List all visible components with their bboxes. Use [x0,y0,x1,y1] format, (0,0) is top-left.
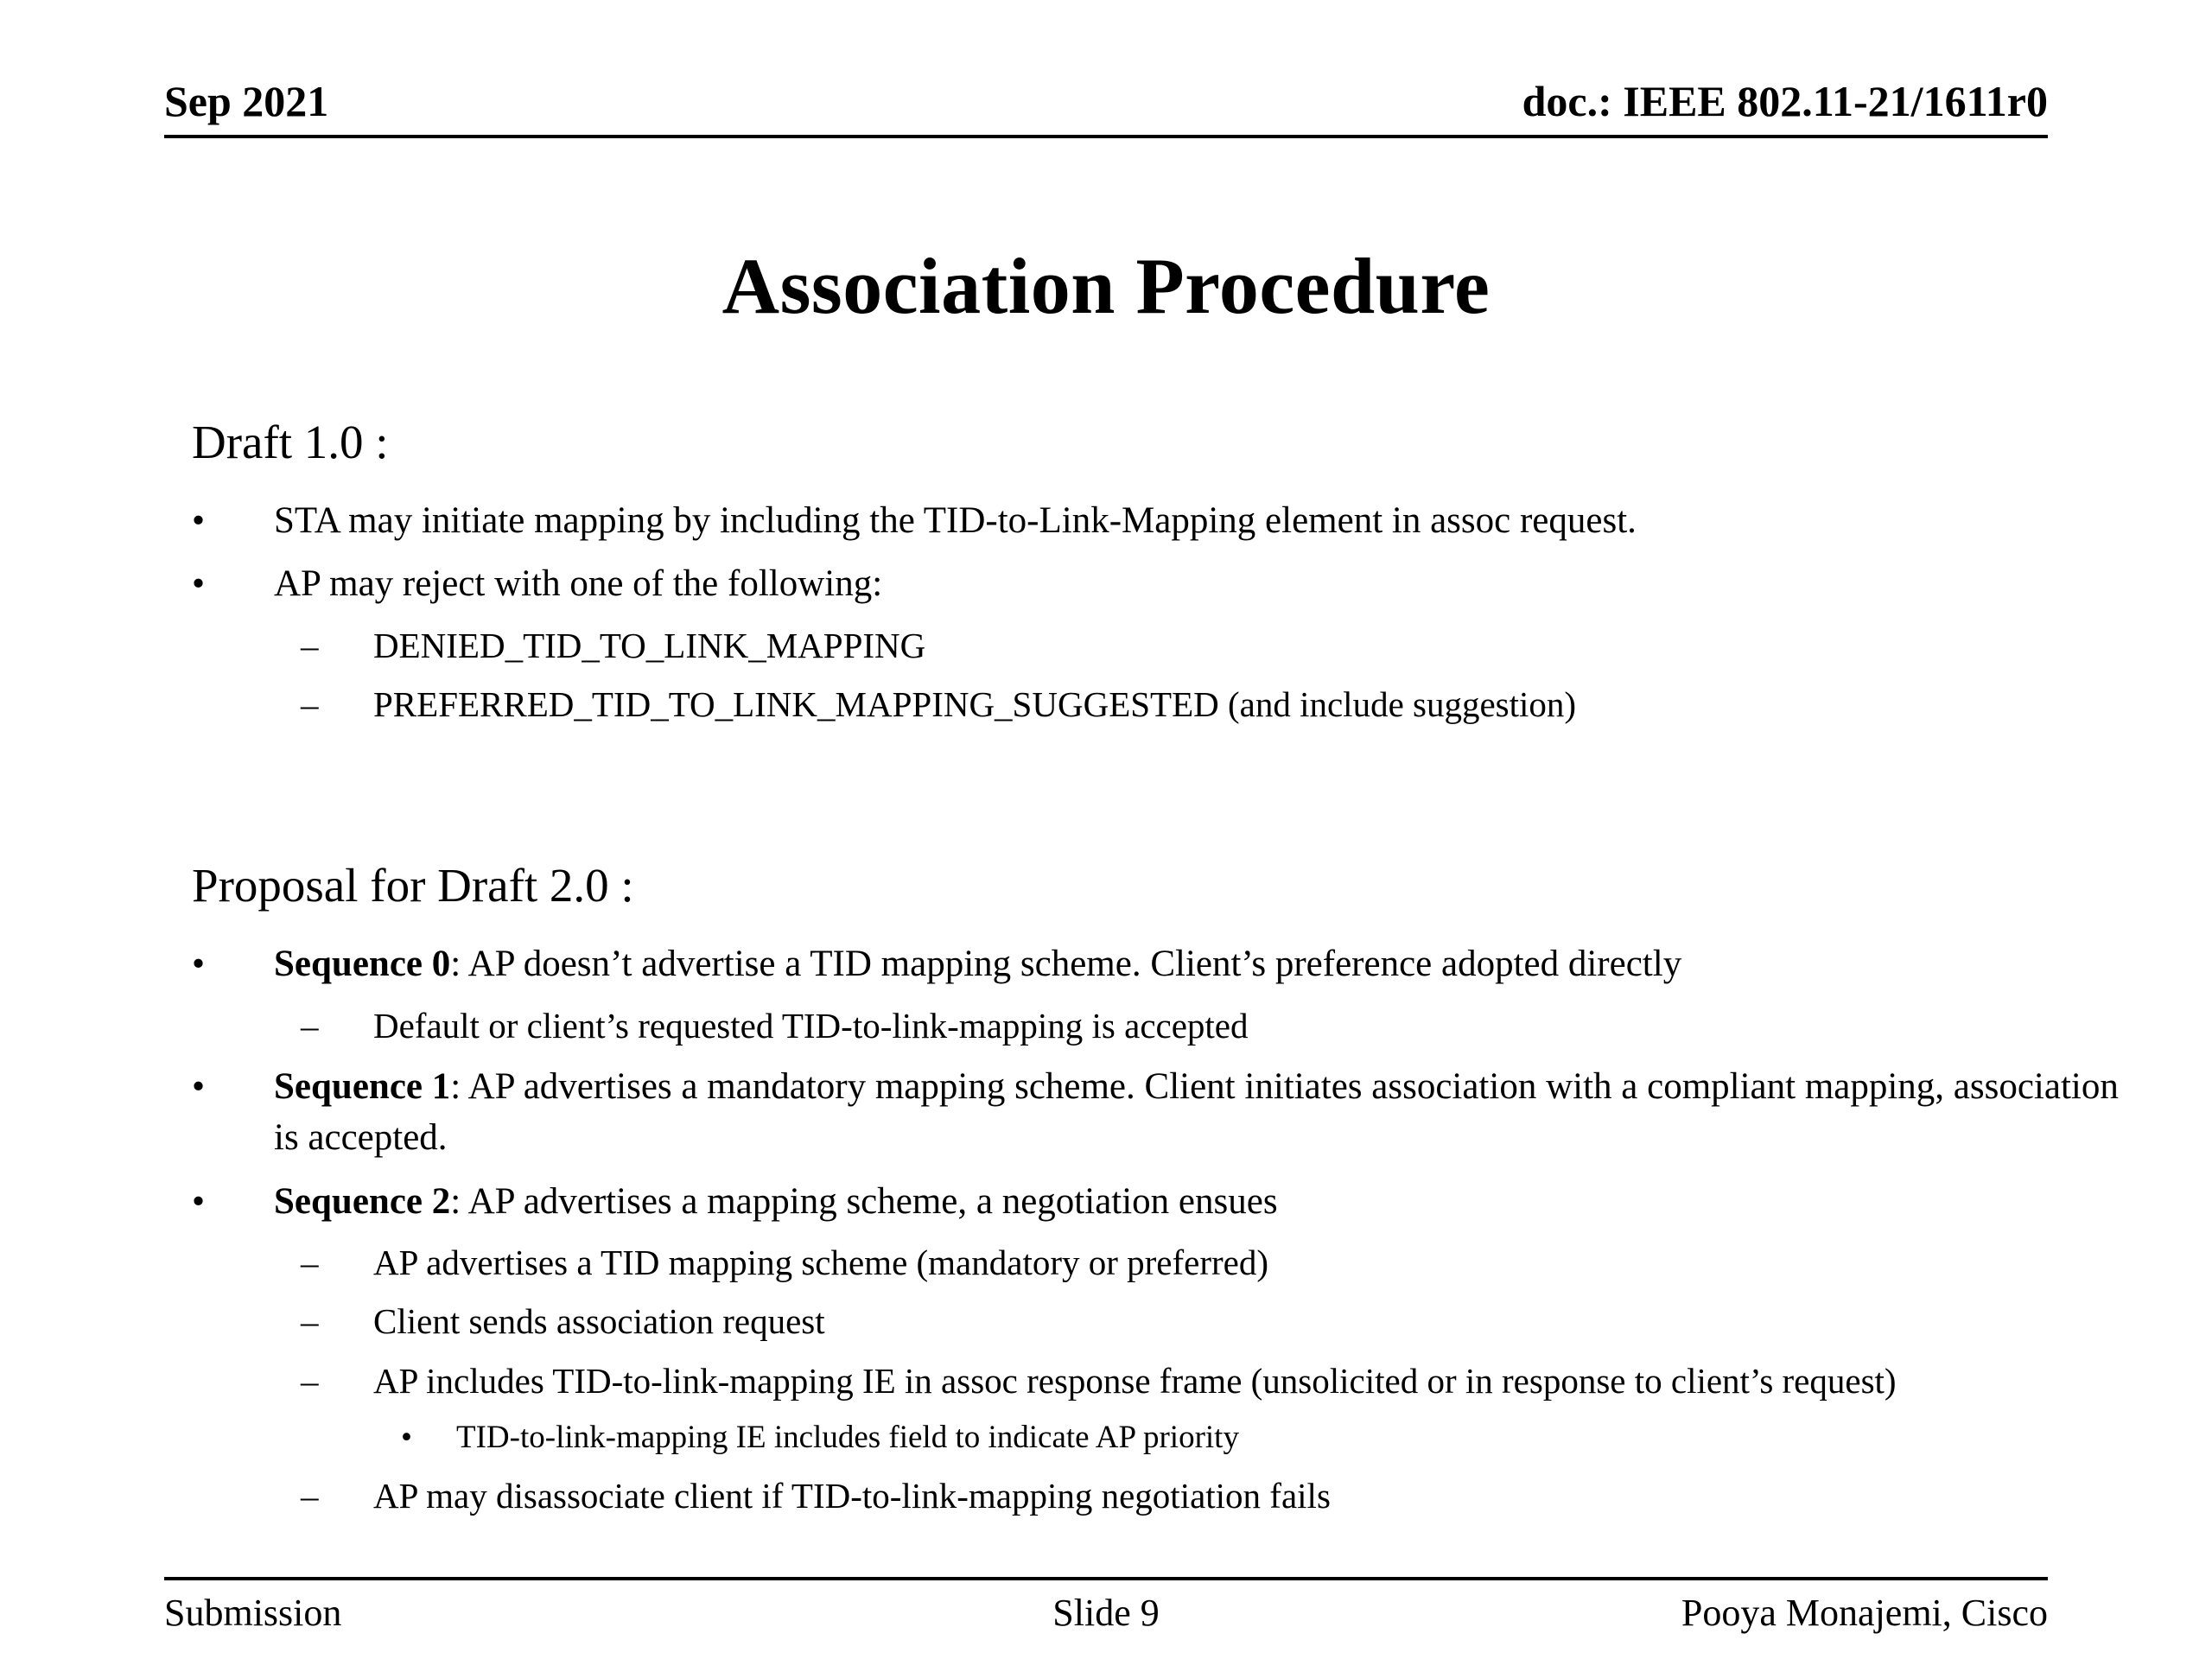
list-subitem [301,1002,2134,1050]
list-subitem [301,1357,2134,1405]
list-item-text [274,1176,2134,1227]
bullet-marker: • [192,1180,206,1222]
dash-marker: – [301,1360,319,1401]
list-subitem-text: AP includes TID-to-link-mapping IE in assoc response frame (unsolicited or in response to client’s request) [373,1360,1897,1401]
bullet-marker: • [192,944,206,985]
list-subsubitem-text: TID-to-link-mapping IE includes field to indicate AP priority [456,1420,1239,1456]
list-subitem-text: AP may disassociate client if TID-to-link-mapping negotiation fails [373,1475,1331,1516]
list-item-text: STA may initiate mapping by including the TID-to-Link-Mapping element in assoc request. [274,500,1637,541]
list-subitem [301,1472,2134,1520]
list-subitem-text: DENIED_TID_TO_LINK_MAPPING [373,625,926,665]
slide-header [164,0,2048,138]
list-item-text: AP may reject with one of the following: [274,563,883,605]
sequence-1-text: : AP advertises a mandatory mapping scheme. Client initiates association with a compliant mapping, association is accepted. [274,1066,2119,1159]
sequence-2-text: : AP advertises a mapping scheme, a negotiation ensues [450,1180,1278,1222]
list-item [192,558,2134,609]
list-item [192,495,2134,546]
dash-marker: – [301,1301,319,1342]
sequence-0-label: Sequence 0 [274,944,451,985]
slide-body [192,415,2134,1520]
list-item [192,938,2134,989]
page-title: Association Procedure [721,242,1491,330]
list-item [192,1176,2134,1227]
dash-marker: – [301,625,319,665]
sequence-1-label: Sequence 1 [274,1066,451,1108]
bullet-marker: • [192,563,206,605]
list-subitem-text: Client sends association request [373,1301,825,1342]
footer-slide-number: Slide 9 [1052,1592,1160,1634]
bullet-marker: • [401,1420,412,1456]
dash-marker: – [301,1005,319,1046]
slide-footer [164,1577,2048,1635]
list-subitem-text: Default or client’s requested TID-to-link-mapping is accepted [373,1005,1249,1046]
header-doc-number: doc.: IEEE 802.11-21/1611r0 [1522,77,2048,125]
list-item-text [274,938,2134,989]
header-date: Sep 2021 [164,77,329,125]
dash-marker: – [301,1243,319,1282]
list-subsubitem [401,1416,2134,1459]
dash-marker: – [301,1475,319,1516]
list-subitem-text: AP advertises a TID mapping scheme (mandatory or preferred) [373,1243,1269,1282]
list-subitem-text: PREFERRED_TID_TO_LINK_MAPPING_SUGGESTED (and include suggestion) [373,684,1577,724]
sequence-2-label: Sequence 2 [274,1180,451,1222]
dash-marker: – [301,684,319,724]
list-subitem [301,622,2134,670]
section-heading-draft-1-0: Draft 1.0 : [192,416,389,468]
list-item-text [274,1061,2134,1164]
footer-author: Pooya Monajemi, Cisco [1681,1592,2049,1634]
list-subitem [301,681,2134,728]
list-subitem [301,1239,2134,1287]
footer-submission: Submission [164,1592,342,1634]
bullet-marker: • [192,1066,206,1108]
section-heading-proposal-draft-2-0: Proposal for Draft 2.0 : [192,859,634,912]
list-subitem [301,1298,2134,1345]
bullet-marker: • [192,500,206,541]
list-item [192,1061,2134,1164]
sequence-0-text: : AP doesn’t advertise a TID mapping scheme. Client’s preference adopted directly [450,944,1682,985]
